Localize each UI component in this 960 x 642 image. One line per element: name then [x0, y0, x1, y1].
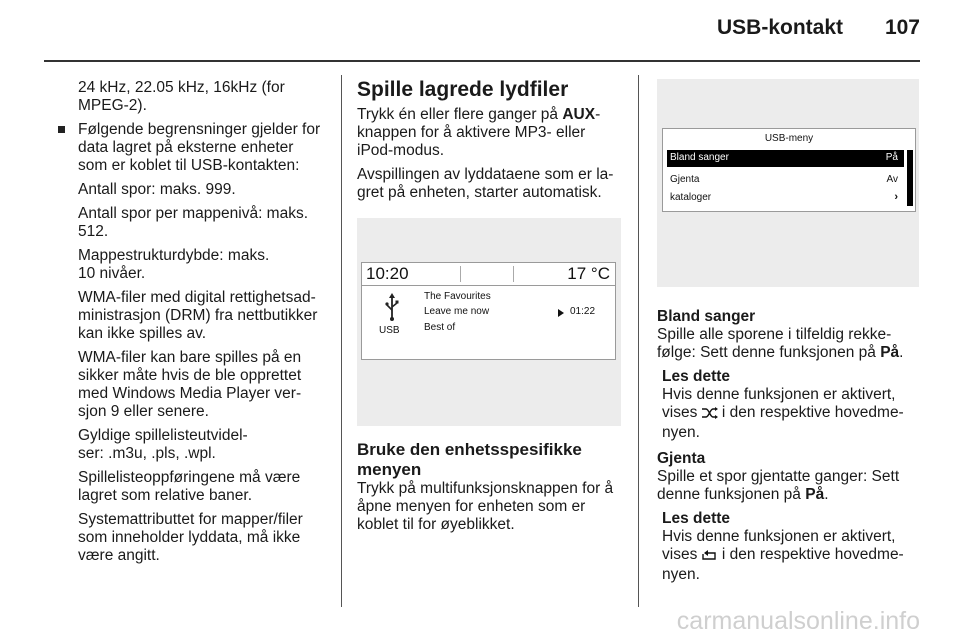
temperature: 17 °C — [567, 264, 610, 283]
playback-figure — [357, 218, 621, 426]
playback-screen — [361, 262, 616, 360]
system-attribute-note: Systemattributtet for mapper/filer som inneholder lyddata, må ikke være angitt. — [78, 511, 303, 564]
playlist-extensions: Gyldige spillelisteutvidel- ser: .m3u, .pls, .wpl. — [78, 427, 248, 462]
middle-column-lower — [357, 440, 637, 540]
folder-depth: Mappestrukturdybde: maks. 10 nivåer. — [78, 247, 270, 282]
max-tracks: Antall spor: maks. 999. — [78, 181, 236, 198]
play-icon — [558, 309, 564, 317]
clock: 10:20 — [366, 264, 409, 283]
usb-menu-screen — [662, 128, 916, 212]
usb-source-label: USB — [379, 325, 400, 336]
subsection-heading: Bruke den enhetsspesifikke menyen — [357, 440, 582, 479]
max-tracks-per-folder: Antall spor per mappenivå: maks. 512. — [78, 205, 309, 240]
shuffle-text: Spille alle sporene i tilfeldig rekke- følge: Sett denne funksjonen på På. — [657, 326, 904, 361]
wma-note: WMA-filer kan bare spilles på en sikker måte hvis de ble opprettet med Windows Media Player ver- sjon 9 eller senere. — [78, 349, 302, 420]
track-item: The Favourites — [424, 291, 491, 302]
chevron-right-icon: › — [894, 191, 898, 203]
section-heading: Spille lagrede lydfiler — [357, 78, 569, 101]
repeat-text: Spille et spor gjentatte ganger: Sett denne funksjonen på På. — [657, 468, 900, 503]
column-divider-right — [638, 75, 639, 607]
column-divider-left — [341, 75, 342, 607]
track-item-current: Leave me now — [424, 306, 490, 317]
repeat-icon — [702, 548, 718, 566]
usb-icon — [385, 293, 399, 326]
bullet-square-icon — [58, 126, 65, 133]
shuffle-note: Les dette Hvis denne funksjonen er aktivert, vises i den respektive hovedme- nyen. — [662, 368, 904, 441]
page-header-title: USB-kontakt — [716, 16, 843, 39]
playlist-paths: Spillelisteoppføringene må være lagret som relative baner. — [78, 469, 301, 504]
page-number: 107 — [884, 16, 920, 39]
autoplay-text: Avspillingen av lyddataene som er la- gret på enheten, starter automatisk. — [357, 166, 614, 201]
elapsed-time: 01:22 — [570, 306, 596, 317]
track-item: Best of — [424, 322, 456, 333]
shuffle-icon — [702, 406, 718, 424]
repeat-heading: Gjenta — [657, 450, 706, 467]
drm-note: WMA-filer med digital rettighetsad- ministrasjon (DRM) fra nettbutikker kan ikke spilles av. — [78, 289, 318, 342]
middle-column — [357, 78, 629, 208]
header-rule — [44, 60, 920, 62]
continued-text: 24 kHz, 22.05 kHz, 16kHz (for MPEG-2). — [78, 79, 285, 114]
right-column — [657, 308, 929, 584]
watermark: carmanualsonline.info — [676, 607, 920, 635]
left-column — [58, 79, 330, 571]
usb-menu-figure — [657, 79, 919, 287]
menu-item-repeat[interactable]: Gjenta Av — [670, 174, 898, 185]
menu-item-folders[interactable]: kataloger › — [670, 191, 898, 203]
menu-item-shuffle[interactable]: Bland sanger På — [667, 150, 904, 167]
shuffle-heading: Bland sanger — [657, 308, 756, 325]
menu-instruction: Trykk på multifunksjonsknappen for å åpne menyen for enheten som er koblet til for øyeblikket. — [357, 480, 614, 533]
menu-scrollbar[interactable] — [907, 150, 913, 206]
menu-title: USB-meny — [764, 133, 814, 144]
repeat-note: Les dette Hvis denne funksjonen er aktivert, vises i den respektive hovedme- nyen. — [662, 510, 904, 583]
restrictions-bullet: Følgende begrensninger gjelder for data lagret på eksterne enheter som er koblet til USB-kontakten: — [58, 121, 330, 175]
aux-instruction: Trykk én eller flere ganger på AUX- knappen for å aktivere MP3- eller iPod-modus. — [357, 106, 601, 159]
